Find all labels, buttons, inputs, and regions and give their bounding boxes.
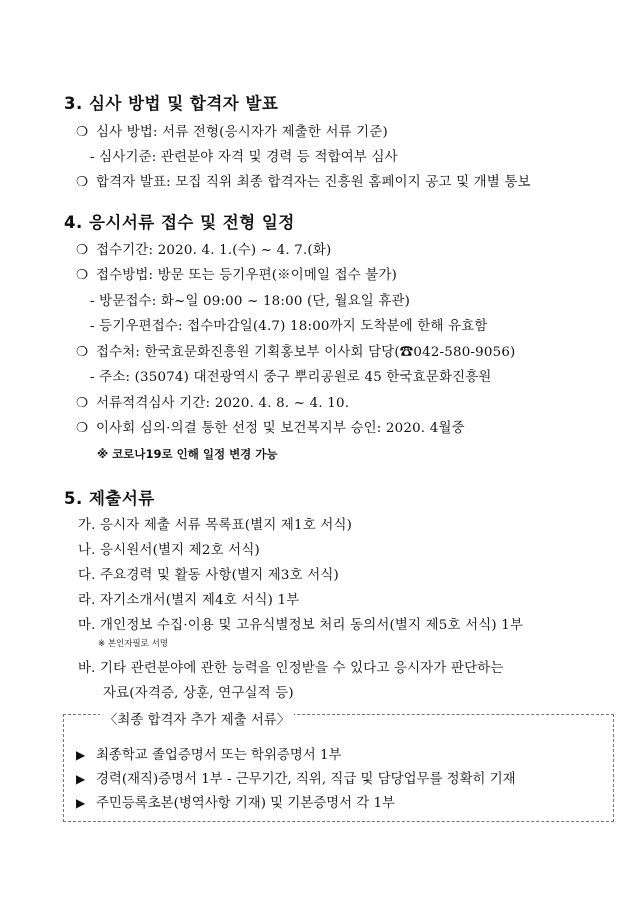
section-3-heading: 3. 심사 방법 및 합격자 발표 [64, 94, 279, 113]
arrow-bullet-icon: ▶ [76, 796, 86, 810]
list-item: - 방문접수: 화~일 09:00 ~ 18:00 (단, 월요일 휴관) [90, 294, 411, 309]
list-item: ❍ 서류적격심사 기간: 2020. 4. 8. ~ 4. 10. [76, 396, 350, 411]
list-item-continuation: 자료(자격증, 상훈, 연구실적 등) [103, 686, 294, 701]
list-item: ▶ 최종학교 졸업증명서 또는 학위증명서 1부 [76, 748, 342, 763]
circle-bullet-icon: ❍ [76, 125, 89, 140]
list-item: 다. 주요경력 및 활동 사항(별지 제3호 서식) [78, 568, 339, 583]
list-item: - 주소: (35074) 대전광역시 중구 뿌리공원로 45 한국효문화진흥원 [90, 370, 492, 385]
list-item: ❍ 합격자 발표: 모집 직위 최종 합격자는 진흥원 홈페이지 공고 및 개별 통보 [76, 175, 531, 190]
arrow-bullet-icon: ▶ [76, 772, 86, 786]
schedule-note: ※ 코로나19로 인해 일정 변경 가능 [97, 447, 278, 461]
list-item: 바. 기타 관련분야에 관한 능력을 인정받을 수 있다고 응시자가 판단하는 [78, 661, 504, 676]
arrow-bullet-icon: ▶ [76, 748, 86, 762]
list-item: 마. 개인정보 수집·이용 및 고유식별정보 처리 동의서(별지 제5호 서식) 1부 [78, 618, 524, 633]
list-item: 가. 응시자 제출 서류 목록표(별지 제1호 서식) [78, 518, 353, 533]
circle-bullet-icon: ❍ [76, 243, 89, 258]
list-item: - 등기우편접수: 접수마감일(4.7) 18:00까지 도착분에 한해 유효함 [90, 319, 488, 334]
list-item: ❍ 접수방법: 방문 또는 등기우편(※이메일 접수 불가) [76, 268, 398, 283]
circle-bullet-icon: ❍ [76, 396, 89, 411]
list-item: ▶ 주민등록초본(병역사항 기재) 및 기본증명서 각 1부 [76, 796, 395, 811]
signature-note: ※ 본인자필로 서명 [98, 639, 169, 649]
circle-bullet-icon: ❍ [76, 175, 89, 190]
list-item: ❍ 이사회 심의·의결 통한 선정 및 보건복지부 승인: 2020. 4월중 [76, 421, 465, 436]
list-item: ❍ 심사 방법: 서류 전형(응시자가 제출한 서류 기준) [76, 125, 388, 140]
list-item: ❍ 접수기간: 2020. 4. 1.(수) ~ 4. 7.(화) [76, 243, 332, 258]
section-5-heading: 5. 제출서류 [64, 489, 155, 508]
circle-bullet-icon: ❍ [76, 268, 89, 283]
final-documents-title: 〈최종 합격자 추가 제출 서류〉 [100, 709, 294, 728]
list-item: 라. 자기소개서(별지 제4호 서식) 1부 [78, 593, 300, 608]
circle-bullet-icon: ❍ [76, 421, 89, 436]
list-item: ❍ 접수처: 한국효문화진흥원 기획홍보부 이사회 담당(☎042-580-9056) [76, 345, 516, 360]
list-item: ▶ 경력(재직)증명서 1부 - 근무기간, 직위, 직급 및 담당업무를 정확히 기재 [76, 772, 516, 787]
section-4-heading: 4. 응시서류 접수 및 전형 일정 [64, 213, 295, 232]
list-item: 나. 응시원서(별지 제2호 서식) [78, 543, 260, 558]
list-item: - 심사기준: 관련분야 자격 및 경력 등 적합여부 심사 [90, 150, 398, 165]
circle-bullet-icon: ❍ [76, 345, 89, 360]
